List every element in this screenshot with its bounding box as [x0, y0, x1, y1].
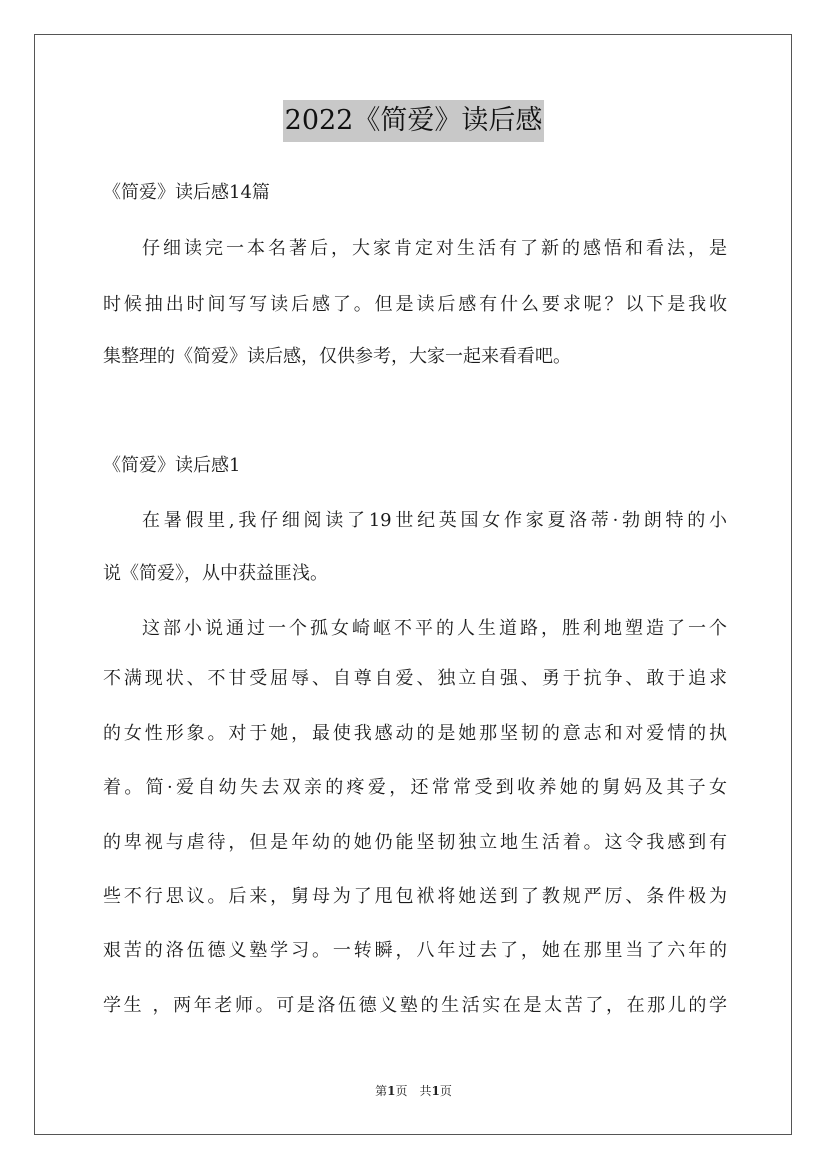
paragraph-line: 在暑假里,我仔细阅读了19世纪英国女作家夏洛蒂·勃朗特的小 — [142, 510, 727, 531]
section-heading: 《简爱》读后感1 — [103, 455, 241, 476]
intro-line: 仔细读完一本名著后，大家肯定对生活有了新的感悟和看法，是 — [142, 238, 727, 259]
page-label-mid: 页 共 — [395, 1084, 432, 1098]
page-label-suffix: 页 — [439, 1084, 452, 1098]
paragraph-line: 着。简·爱自幼失去双亲的疼爱，还常常受到收养她的舅妈及其子女 — [103, 777, 727, 798]
page-total: 1 — [431, 1084, 440, 1098]
title-container — [0, 100, 827, 142]
paragraph-line: 艰苦的洛伍德义塾学习。一转瞬，八年过去了，她在那里当了六年的 — [103, 940, 727, 961]
paragraph-line: 些不行思议。后来，舅母为了甩包袱将她送到了教规严厉、条件极为 — [103, 886, 727, 907]
page-label-prefix: 第 — [375, 1084, 388, 1098]
paragraph-line: 学生 ，两年老师。可是洛伍德义塾的生活实在是太苦了，在那儿的学 — [103, 995, 727, 1016]
paragraph-line: 说《简爱》，从中获益匪浅。 — [103, 563, 328, 584]
paragraph-line: 的卑视与虐待，但是年幼的她仍能坚韧独立地生活着。这令我感到有 — [103, 832, 727, 853]
intro-line: 时候抽出时间写写读后感了。但是读后感有什么要求呢？以下是我收 — [103, 294, 727, 315]
paragraph-line: 不满现状、不甘受屈辱、自尊自爱、独立自强、勇于抗争、敢于追求 — [103, 668, 727, 689]
document-subtitle: 《简爱》读后感14篇 — [103, 182, 270, 203]
page-footer — [0, 1082, 827, 1100]
intro-line: 集整理的《简爱》读后感，仅供参考，大家一起来看看吧。 — [103, 346, 571, 367]
paragraph-line: 这部小说通过一个孤女崎岖不平的人生道路，胜利地塑造了一个 — [142, 618, 727, 639]
page-current: 1 — [387, 1084, 396, 1098]
document-title: 2022《简爱》读后感 — [283, 100, 545, 142]
paragraph-line: 的女性形象。对于她，最使我感动的是她那坚韧的意志和对爱情的执 — [103, 723, 727, 744]
